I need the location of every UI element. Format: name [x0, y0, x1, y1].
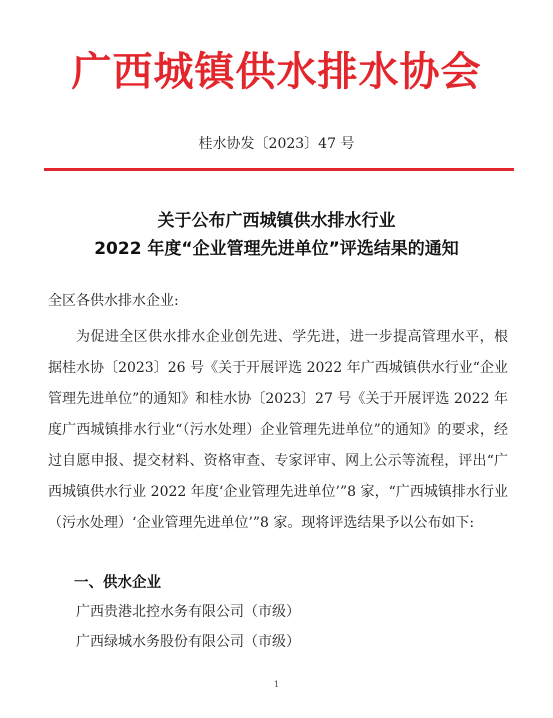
notice-title-line-2: 2022 年度“企业管理先进单位”评选结果的通知	[94, 239, 459, 259]
red-divider-line	[44, 168, 514, 171]
notice-title-line-1: 关于公布广西城镇供水排水行业	[157, 211, 396, 231]
org-masthead: 广西城镇供水排水协会	[71, 48, 482, 95]
company-list-item: 广西绿城水务股份有限公司（市级）	[76, 634, 300, 650]
salutation: 全区各供水排水企业:	[48, 293, 179, 309]
company-list-item: 广西贵港北控水务有限公司（市级）	[76, 604, 300, 620]
body-paragraph: 为促进全区供水排水企业创先进、学先进，进一步提高管理水平，根据桂水协〔2023〕26 号《关于开展评选 2022 年广西城镇供水行业“企业管理先进单位”的通知》和桂水协〔2023〕27 号《关于开展评选 2022 年度广西城镇排水行业“（污水处理）企业管理先进单位”的通知》的要求，经过自愿申报、提交材料、资格审查、专家评审、网上公示等流程，评出“广西城镇供水行业 2022 年度‘企业管理先进单位’”8 家，“广西城镇排水行业（污水处理）‘企业管理先进单位’”8 家。现将评选结果予以公布如下:	[48, 329, 508, 531]
page-number: 1	[273, 680, 280, 689]
section-heading-water-supply: 一、供水企业	[74, 575, 161, 591]
document-number: 桂水协发〔2023〕47 号	[198, 136, 355, 152]
